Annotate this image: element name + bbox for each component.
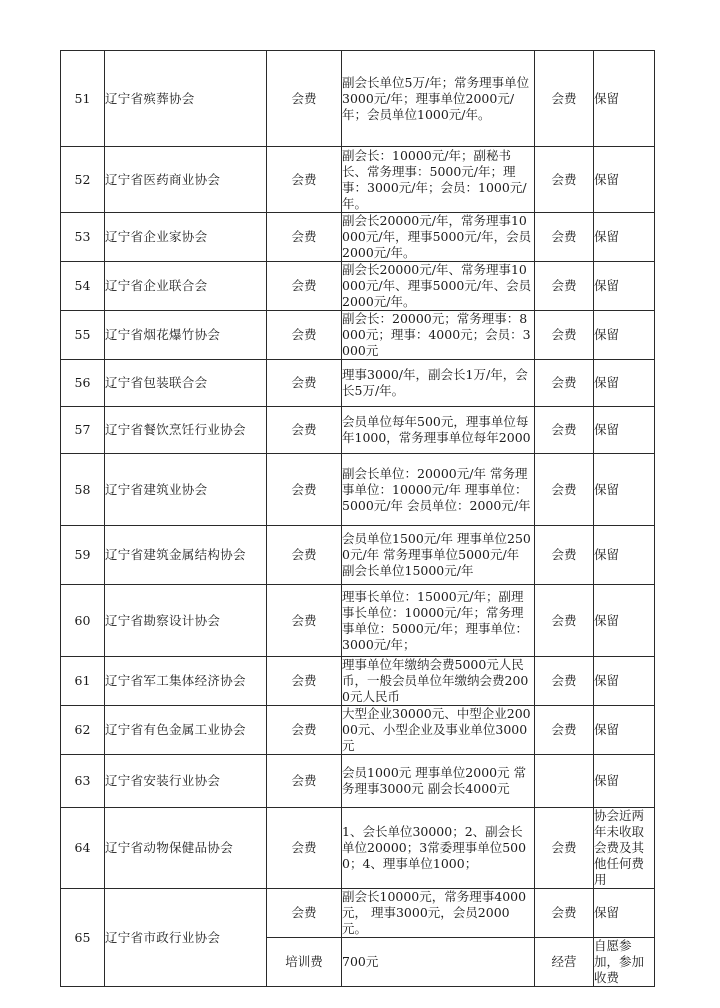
association-name: 辽宁省餐饮烹饪行业协会 [105, 407, 267, 454]
table-row [61, 755, 655, 808]
fee-nature: 经营 [535, 938, 594, 987]
fee-note: 自愿参加，参加收费 [594, 938, 655, 987]
fee-description: 会员单位1500元/年 理事单位2500元/年 常务理事单位5000元/年 副会长单位15000元/年 [342, 526, 535, 585]
association-name: 辽宁省建筑金属结构协会 [105, 526, 267, 585]
association-name: 辽宁省军工集体经济协会 [105, 657, 267, 706]
association-name: 辽宁省企业联合会 [105, 262, 267, 311]
row-number: 58 [61, 454, 105, 526]
row-number: 55 [61, 311, 105, 360]
fee-note: 保留 [594, 657, 655, 706]
association-name: 辽宁省殡葬协会 [105, 51, 267, 147]
row-number: 54 [61, 262, 105, 311]
fee-nature: 会费 [535, 51, 594, 147]
fee-nature: 会费 [535, 454, 594, 526]
fee-category: 会费 [267, 454, 342, 526]
row-number: 53 [61, 213, 105, 262]
association-name: 辽宁省建筑业协会 [105, 454, 267, 526]
fee-description: 大型企业30000元、中型企业20000元、小型企业及事业单位3000元 [342, 706, 535, 755]
association-name: 辽宁省市政行业协会 [105, 889, 267, 987]
fee-category: 会费 [267, 262, 342, 311]
fee-nature: 会费 [535, 526, 594, 585]
fee-note: 协会近两年未收取会费及其他任何费用 [594, 808, 655, 889]
fee-description: 理事3000/年，副会长1万/年，会长5万/年。 [342, 360, 535, 407]
row-number: 59 [61, 526, 105, 585]
fee-nature: 会费 [535, 262, 594, 311]
fee-note: 保留 [594, 526, 655, 585]
table-row [61, 808, 655, 889]
fee-description: 副会长：10000元/年；副秘书长、常务理事：5000元/年；理事：3000元/年；会员：1000元/年。 [342, 147, 535, 213]
row-number: 63 [61, 755, 105, 808]
fee-description: 副会长：20000元；常务理事：8000元；理事：4000元；会员：3000元 [342, 311, 535, 360]
association-name: 辽宁省医药商业协会 [105, 147, 267, 213]
table-row [61, 657, 655, 706]
fee-nature: 会费 [535, 808, 594, 889]
association-name: 辽宁省安装行业协会 [105, 755, 267, 808]
association-name: 辽宁省勘察设计协会 [105, 585, 267, 657]
fee-description: 副会长20000元/年、常务理事10000元/年、理事5000元/年、会员2000元/年。 [342, 262, 535, 311]
fee-table [60, 50, 655, 987]
row-number: 57 [61, 407, 105, 454]
association-name: 辽宁省有色金属工业协会 [105, 706, 267, 755]
fee-description: 副会长10000元，常务理事4000元， 理事3000元，会员2000元。 [342, 889, 535, 938]
fee-description: 700元 [342, 938, 535, 987]
table-row [61, 526, 655, 585]
fee-nature: 会费 [535, 147, 594, 213]
fee-description: 会员单位每年500元，理事单位每年1000，常务理事单位每年2000 [342, 407, 535, 454]
table-row [61, 147, 655, 213]
table-row [61, 51, 655, 147]
fee-description: 副会长20000元/年，常务理事10000元/年，理事5000元/年，会员2000元/年。 [342, 213, 535, 262]
row-number: 60 [61, 585, 105, 657]
fee-note: 保留 [594, 407, 655, 454]
fee-category: 会费 [267, 657, 342, 706]
table-row [61, 585, 655, 657]
fee-nature: 会费 [535, 311, 594, 360]
table-row [61, 889, 655, 938]
row-number: 64 [61, 808, 105, 889]
fee-category: 培训费 [267, 938, 342, 987]
association-name: 辽宁省动物保健品协会 [105, 808, 267, 889]
fee-category: 会费 [267, 147, 342, 213]
fee-category: 会费 [267, 808, 342, 889]
association-name: 辽宁省烟花爆竹协会 [105, 311, 267, 360]
fee-description: 会员1000元 理事单位2000元 常务理事3000元 副会长4000元 [342, 755, 535, 808]
fee-description: 副会长单位5万/年；常务理事单位3000元/年；理事单位2000元/年；会员单位1000元/年。 [342, 51, 535, 147]
row-number: 52 [61, 147, 105, 213]
fee-description: 理事单位年缴纳会费5000元人民币，一般会员单位年缴纳会费2000元人民币 [342, 657, 535, 706]
association-name: 辽宁省包装联合会 [105, 360, 267, 407]
fee-nature: 会费 [535, 407, 594, 454]
fee-note: 保留 [594, 755, 655, 808]
fee-nature: 会费 [535, 585, 594, 657]
fee-note: 保留 [594, 51, 655, 147]
table-row [61, 706, 655, 755]
fee-category: 会费 [267, 585, 342, 657]
row-number: 62 [61, 706, 105, 755]
fee-nature: 会费 [535, 706, 594, 755]
fee-category: 会费 [267, 706, 342, 755]
table-row [61, 407, 655, 454]
row-number: 51 [61, 51, 105, 147]
fee-note: 保留 [594, 706, 655, 755]
table-row [61, 262, 655, 311]
fee-nature [535, 755, 594, 808]
table-row [61, 311, 655, 360]
fee-category: 会费 [267, 51, 342, 147]
fee-note: 保留 [594, 454, 655, 526]
fee-nature: 会费 [535, 657, 594, 706]
table-row [61, 213, 655, 262]
fee-category: 会费 [267, 526, 342, 585]
fee-nature: 会费 [535, 889, 594, 938]
fee-note: 保留 [594, 311, 655, 360]
fee-category: 会费 [267, 311, 342, 360]
fee-category: 会费 [267, 407, 342, 454]
fee-category: 会费 [267, 213, 342, 262]
association-name: 辽宁省企业家协会 [105, 213, 267, 262]
fee-description: 副会长单位：20000元/年 常务理事单位：10000元/年 理事单位：5000元/年 会员单位：2000元/年 [342, 454, 535, 526]
fee-category: 会费 [267, 889, 342, 938]
fee-note: 保留 [594, 585, 655, 657]
table-row [61, 360, 655, 407]
table-row [61, 454, 655, 526]
row-number: 65 [61, 889, 105, 987]
fee-category: 会费 [267, 360, 342, 407]
fee-category: 会费 [267, 755, 342, 808]
fee-description: 理事长单位：15000元/年；副理事长单位：10000元/年；常务理事单位：5000元/年；理事单位：3000元/年； [342, 585, 535, 657]
fee-note: 保留 [594, 360, 655, 407]
row-number: 56 [61, 360, 105, 407]
fee-note: 保留 [594, 213, 655, 262]
fee-note: 保留 [594, 889, 655, 938]
row-number: 61 [61, 657, 105, 706]
fee-note: 保留 [594, 147, 655, 213]
fee-nature: 会费 [535, 360, 594, 407]
fee-nature: 会费 [535, 213, 594, 262]
fee-description: 1、会长单位30000；2、副会长单位20000；3常委理事单位5000；4、理事单位1000； [342, 808, 535, 889]
fee-note: 保留 [594, 262, 655, 311]
